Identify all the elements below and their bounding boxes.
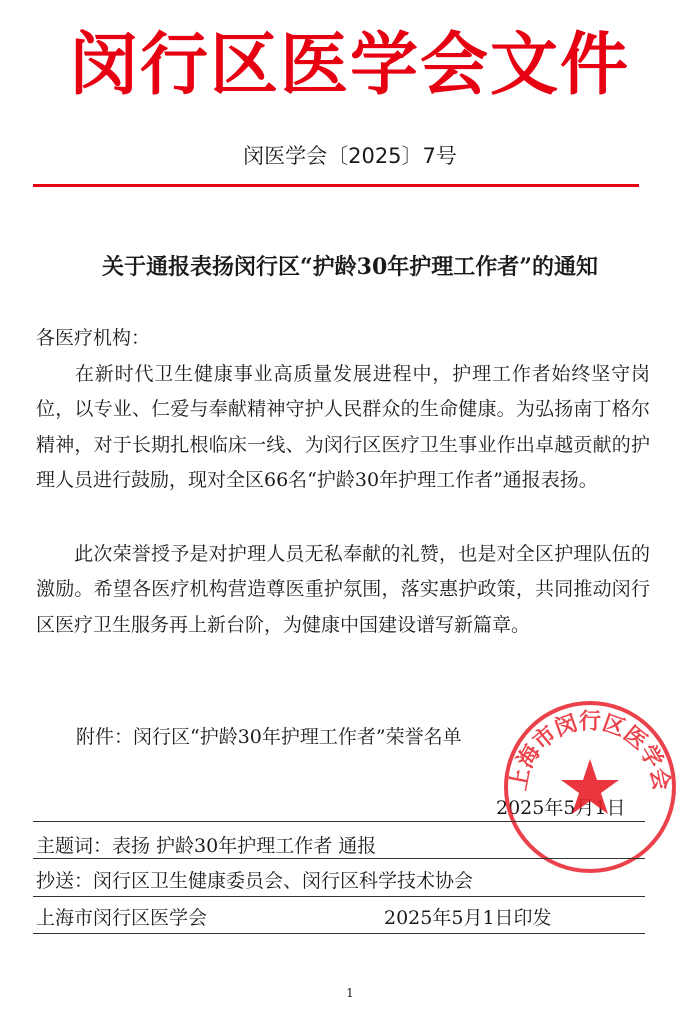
- cc-row: 抄送：闵行区卫生健康委员会、闵行区科学技术协会: [36, 870, 474, 892]
- seal-star-icon: [561, 759, 619, 814]
- salutation: 各医疗机构：: [36, 327, 151, 349]
- attachment-line: 附件：闵行区“护龄30年护理工作者”荣誉名单: [76, 726, 462, 748]
- document-number: 闵医学会〔2025〕7号: [243, 144, 457, 168]
- notice-title: 关于通报表扬闵行区“护龄30年护理工作者”的通知: [102, 254, 598, 280]
- publisher: 上海市闵行区医学会: [36, 907, 208, 929]
- body-paragraph: [36, 357, 650, 498]
- keywords-row: 主题词：表扬 护龄30年护理工作者 通报: [36, 835, 377, 857]
- print-date: 2025年5月1日印发: [384, 907, 552, 929]
- document-header-title: 闵行区医学会文件: [69, 26, 630, 105]
- footer-rule: [33, 858, 645, 859]
- body-paragraph: [36, 537, 650, 643]
- footer-rule: [33, 933, 645, 934]
- issue-date: 2025年5月1日: [496, 797, 626, 819]
- body-paragraph-text: 在新时代卫生健康事业高质量发展进程中，护理工作者始终坚守岗位，以专业、仁爱与奉献精神守护人民群众的生命健康。为弘扬南丁格尔精神，对于长期扎根临床一线、为闵行区医疗卫生事业作出卓越贡献的护理人员进行鼓励，现对全区66名“护龄30年护理工作者”通报表扬。: [36, 363, 650, 491]
- body-paragraph-text: 此次荣誉授予是对护理人员无私奉献的礼赞，也是对全区护理队伍的激励。希望各医疗机构营造尊医重护氛围，落实惠护政策，共同推动闵行区医疗卫生服务再上新台阶，为健康中国建设谱写新篇章。: [36, 543, 650, 636]
- official-seal: [500, 697, 680, 877]
- seal-text: 上海市闵行区医学会: [506, 709, 674, 793]
- footer-rule: [33, 896, 645, 897]
- footer-rule: [33, 821, 645, 822]
- red-divider: [33, 184, 639, 187]
- page-number: 1: [346, 986, 354, 1000]
